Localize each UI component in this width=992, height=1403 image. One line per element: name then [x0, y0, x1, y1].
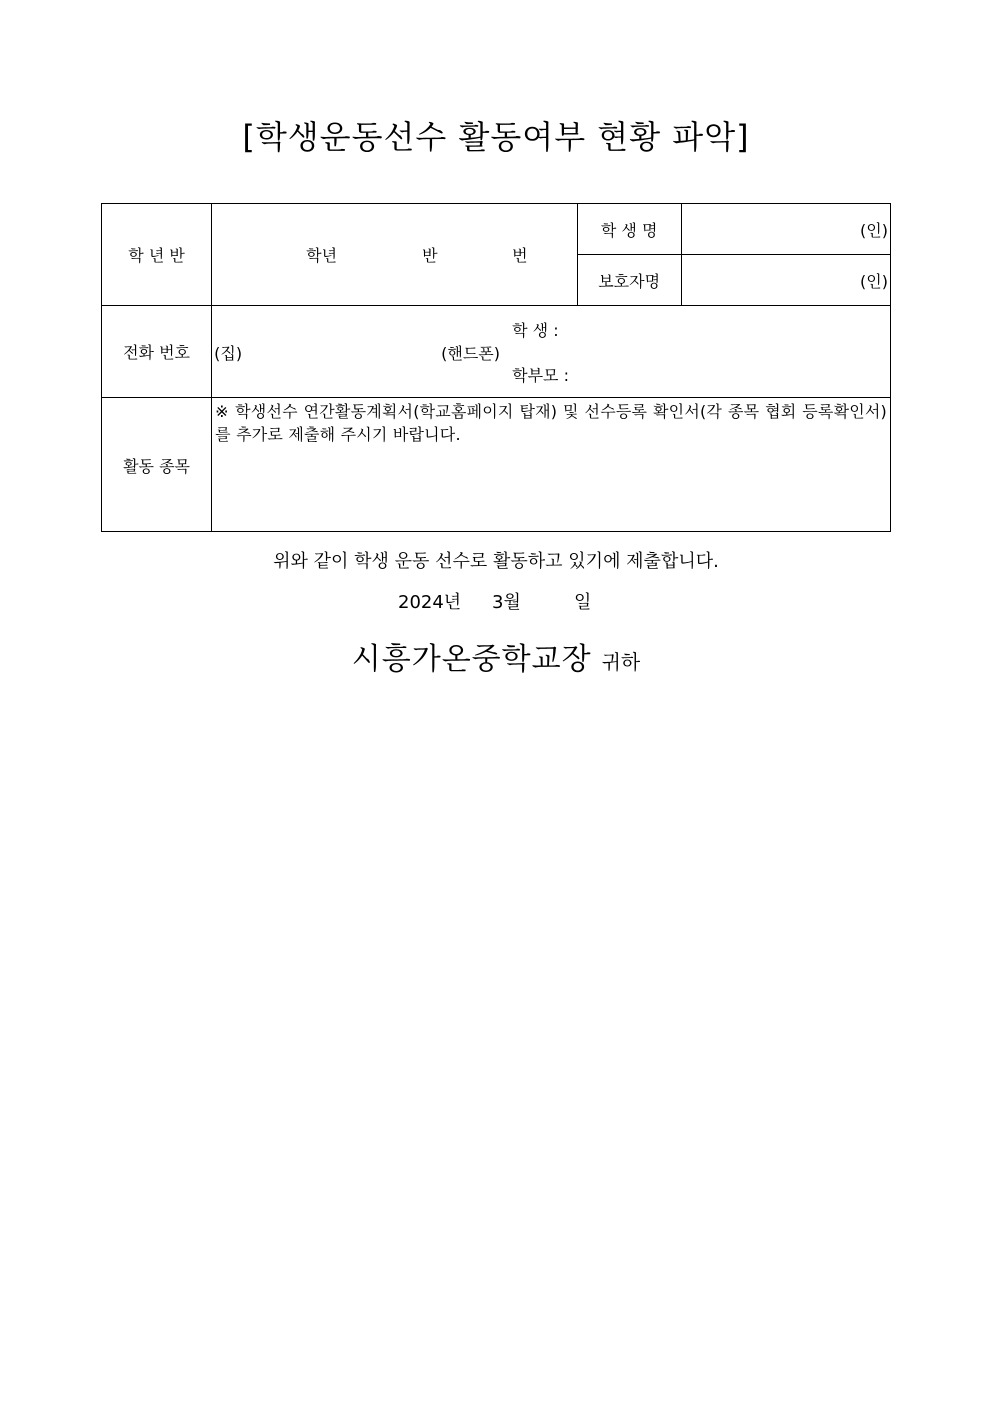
activity-field[interactable] [212, 398, 891, 532]
student-seal-mark: (인) [860, 220, 888, 240]
activity-note: ※ 학생선수 연간활동계획서(학교홈페이지 탑재) 및 선수등록 확인서(각 종목 협회 등록확인서)를 추가로 제출해 주시기 바랍니다. [215, 402, 887, 444]
guardian-name-label: 보호자명 [577, 255, 681, 306]
phone-label: 전화 번호 [102, 306, 212, 398]
application-form-table [101, 203, 891, 532]
addressee [0, 634, 992, 678]
student-name-field[interactable] [681, 204, 890, 255]
mobile-phone-label: (핸드폰) [441, 344, 500, 363]
submission-statement: 위와 같이 학생 운동 선수로 활동하고 있기에 제출합니다. [273, 551, 719, 572]
grade-class-label: 학 년 반 [102, 204, 212, 306]
page-title: [학생운동선수 활동여부 현황 파악] [242, 118, 750, 156]
date-day: 일 [574, 592, 592, 613]
activity-label: 활동 종목 [102, 398, 212, 532]
home-phone-label: (집) [214, 344, 243, 363]
phone-field[interactable] [212, 306, 891, 398]
guardian-seal-mark: (인) [860, 271, 888, 291]
parent-phone-label: 학부모 : [512, 366, 569, 385]
student-name-label: 학 생 명 [577, 204, 681, 255]
grade-class-field[interactable] [212, 204, 577, 306]
student-phone-label: 학 생 : [512, 321, 559, 340]
class-word: 반 [422, 245, 438, 265]
date-month: 3월 [492, 592, 521, 613]
number-word: 번 [512, 245, 528, 265]
honorific: 귀하 [601, 650, 641, 674]
school-principal: 시흥가온중학교장 [351, 642, 592, 677]
guardian-name-field[interactable] [681, 255, 890, 306]
date-year: 2024년 [398, 592, 462, 613]
grade-word: 학년 [306, 245, 338, 265]
